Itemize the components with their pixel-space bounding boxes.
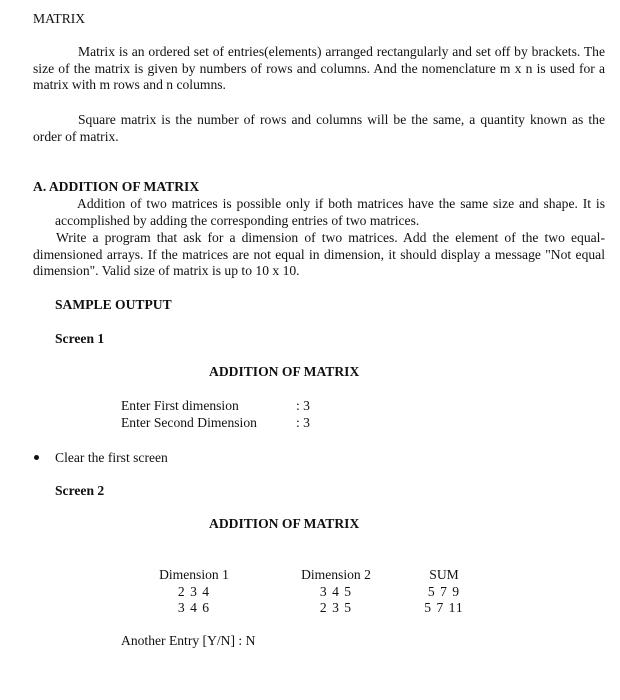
section-a-paragraph-2: Write a program that ask for a dimension of two matrices. Add the element of the two equal-dimensioned arrays. If the matrices are not equal in dimension, it should display a message "Not equal dimension". Valid size of matrix is up to 10 x 10.	[33, 230, 605, 278]
intro-paragraph-1: Matrix is an ordered set of entries(elements) arranged rectangularly and set off by brackets. The size of the matrix is given by numbers of rows and columns. And the nomenclature m x n is used for a matrix with m rows and n columns.	[33, 44, 605, 92]
second-dimension-value: : 3	[296, 415, 310, 430]
intro-paragraph-2: Square matrix is the number of rows and columns will be the same, a quantity known as the order of matrix.	[33, 112, 605, 144]
column-header: Dimension 2	[301, 567, 371, 582]
matrix-row: 2 3 5	[319, 600, 353, 615]
second-dimension-prompt: Enter Second Dimension	[121, 415, 257, 430]
matrix-row: 3 4 5	[319, 583, 353, 599]
screen-2-title: ADDITION OF MATRIX	[209, 516, 360, 531]
matrix-row: 5 7 9	[427, 583, 461, 599]
bullet-text: Clear the first screen	[55, 450, 168, 465]
first-dimension-value: : 3	[296, 398, 310, 413]
bullet-icon	[34, 455, 39, 460]
screen-2-label: Screen 2	[55, 483, 105, 498]
matrix-row: 3 4 6	[177, 600, 211, 615]
matrix-row: 2 3 4	[177, 583, 211, 599]
sample-output-label: SAMPLE OUTPUT	[55, 297, 172, 312]
section-a-title: A. ADDITION OF MATRIX	[33, 179, 200, 194]
another-entry-prompt: Another Entry [Y/N] : N	[121, 633, 256, 648]
matrix-column-dimension-2	[290, 567, 382, 617]
first-dimension-prompt: Enter First dimension	[121, 398, 239, 413]
matrix-column-sum	[418, 567, 470, 617]
page-title: MATRIX	[33, 11, 86, 26]
matrix-row: 5 7 11	[424, 600, 464, 615]
screen-1-label: Screen 1	[55, 331, 105, 346]
section-a-paragraph-1: Addition of two matrices is possible only if both matrices have the same size and shape. It is accomplished by adding the corresponding entries of two matrices.	[55, 196, 605, 228]
column-header: SUM	[429, 567, 459, 582]
matrix-column-dimension-1	[148, 567, 240, 617]
column-header: Dimension 1	[159, 567, 229, 582]
screen-1-title: ADDITION OF MATRIX	[209, 364, 360, 379]
